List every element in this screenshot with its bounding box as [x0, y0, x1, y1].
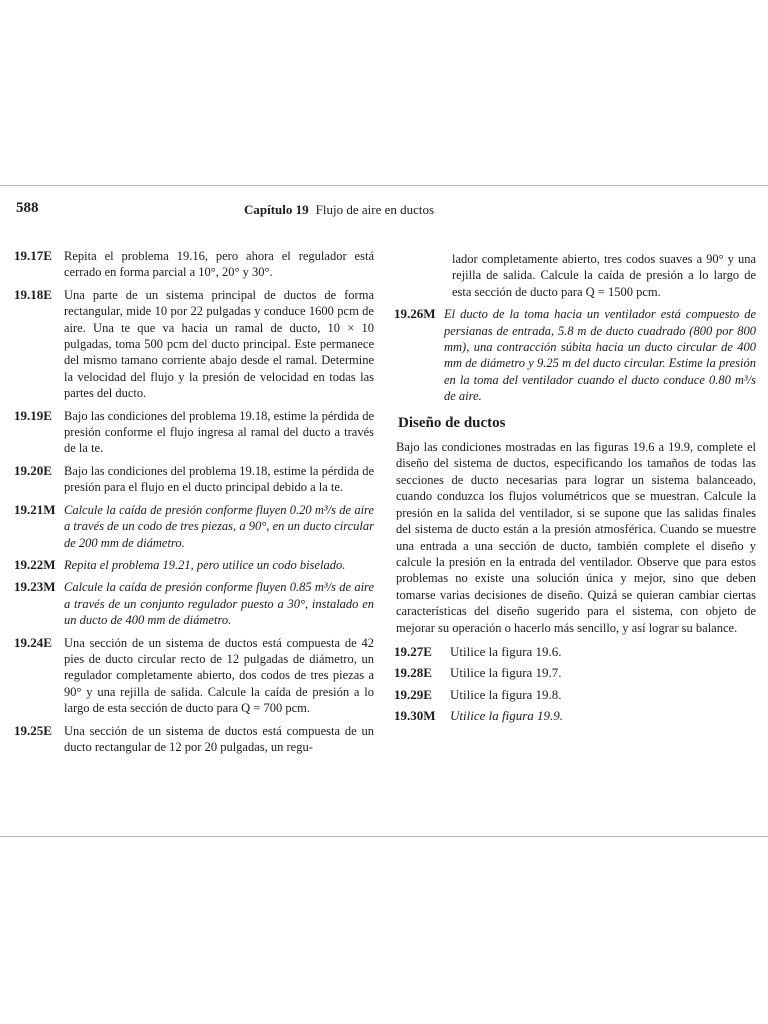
left-column [14, 248, 374, 761]
problem-number: 19.30M [394, 708, 436, 724]
problem-number: 19.18E [14, 286, 52, 302]
problem-19-27 [394, 644, 756, 660]
running-header [16, 200, 756, 224]
section-heading: Diseño de ductos [398, 414, 506, 431]
problem-19-25 [14, 723, 374, 756]
problem-text: Bajo las condiciones del problema 19.18, estime la pérdida de presión para el flujo en el ducto principal debido a la te. [64, 463, 374, 495]
problem-text: Utilice la figura 19.8. [450, 686, 562, 702]
problem-text: Repita el problema 19.21, pero utilice un codo biselado. [64, 557, 346, 572]
problem-text: Utilice la figura 19.7. [450, 665, 562, 681]
chapter-heading [244, 202, 434, 218]
problem-text: Calcule la caída de presión conforme fluyen 0.20 m³/s de aire a través de un codo de tres piezas, a 90°, en un ducto circular de 200 mm de diámetro. [64, 502, 374, 550]
problem-text: Una sección de un sistema de ductos está compuesta de 42 pies de ducto circular recto de 12 pulgadas de diámetro, un regulador completamente abierto, dos codos de tres piezas a 90° y una rejilla de salida. Calcule la caída de presión a lo largo de esta sección de ducto para Q = 700 pcm. [64, 635, 374, 716]
page-bottom-edge [0, 836, 768, 837]
problem-text: Repita el problema 19.16, pero ahora el regulador está cerrado en forma parcial a 10°, 20° y 30°. [64, 249, 374, 280]
problem-19-22 [14, 557, 374, 573]
page-number: 588 [16, 200, 39, 216]
problem-19-29 [394, 687, 756, 703]
problem-19-17 [14, 248, 374, 281]
problem-number: 19.19E [14, 407, 52, 423]
problem-19-18 [14, 287, 374, 402]
problem-19-28 [394, 665, 756, 681]
problem-text: Calcule la caída de presión conforme fluyen 0.85 m³/s de aire a través de un conjunto regulador puesto a 30°, instalado en un ducto de 400 mm de diámetro. [64, 580, 374, 628]
problem-19-21 [14, 502, 374, 551]
page-top-edge [0, 185, 768, 186]
problem-19-24 [14, 635, 374, 717]
problem-number: 19.22M [14, 556, 56, 572]
problem-number: 19.21M [14, 501, 56, 517]
problem-text: Bajo las condiciones del problema 19.18, estime la pérdida de presión conforme el flujo ingresa al ramal del ducto a través de la te. [64, 408, 374, 456]
problem-text: Utilice la figura 19.6. [450, 643, 562, 659]
problem-number: 19.20E [14, 462, 52, 478]
problem-19-25-continuation: lador completamente abierto, tres codos suaves a 90° y una rejilla de salida. Calcule la caída de presión a lo largo de esta sección de ducto para Q = 1500 pcm. [452, 252, 756, 299]
problem-number: 19.28E [394, 665, 432, 681]
problem-number: 19.29E [394, 686, 432, 702]
problem-19-26 [394, 306, 756, 404]
right-column [394, 251, 756, 730]
problem-text: Utilice la figura 19.9. [450, 708, 564, 724]
problem-19-20 [14, 463, 374, 496]
problem-number: 19.27E [394, 643, 432, 659]
problem-number: 19.25E [14, 722, 52, 738]
problem-number: 19.23M [14, 579, 56, 595]
problem-text: Una parte de un sistema principal de ductos de forma rectangular, mide 10 por 22 pulgadas y conduce 1600 pcm de aire. Una te que va hacia un ramal de ducto, 10 × 10 pulgadas, toma 500 pcm del ducto principal. Este permanece del mismo tamano corriente abajo desde el ramal. Determine la velocidad del flujo y la presión de velocidad en todas las partes del ducto. [64, 287, 374, 401]
problem-number: 19.24E [14, 634, 52, 650]
problem-number: 19.26M [394, 306, 436, 322]
problem-19-23 [14, 579, 374, 628]
problem-19-19 [14, 408, 374, 457]
problem-text: Una sección de un sistema de ductos está compuesta de un ducto rectangular de 12 por 20 pulgadas, un regu- [64, 723, 374, 754]
problem-text: El ducto de la toma hacia un ventilador está compuesto de persianas de entrada, 5.8 m de ducto cuadrado (800 por 800 mm), una contracción súbita hacia un ducto circular de 400 mm de diámetro y 9.25 m del ducto circular. Estime la presión en la toma del ventilador cuando el ducto conduce 0.80 m³/s de aire. [444, 307, 756, 404]
chapter-label: Capítulo 19 [244, 202, 309, 217]
problem-19-30 [394, 708, 756, 724]
chapter-title: Flujo de aire en ductos [315, 202, 435, 217]
section-paragraph: Bajo las condiciones mostradas en las figuras 19.6 a 19.9, complete el diseño del sistema de ductos, especificando los tamaños de todas las secciones de ducto necesarias para lograr un sistema balanceado, cuando conduzca los flujos volumétricos que se muestran. Calcule la presión en la salida del ventilador, si se supone que las salidas finales del sistema de ducto están a la presión atmosférica. Cuando se muestre una entrada a una sección de ducto, también complete el diseño y calcule la presión en la entrada del ventilador. Observe que para estos problemas no existe una solución única y mejor, sino que deben tomarse varias decisiones de diseño. Quizá se quieran cambiar ciertas características del diseño sugerido para el sistema, con objeto de mejorar su operación o hacerlo más sencillo, y así lograr su balance. [396, 440, 756, 635]
problem-number: 19.17E [14, 248, 52, 263]
